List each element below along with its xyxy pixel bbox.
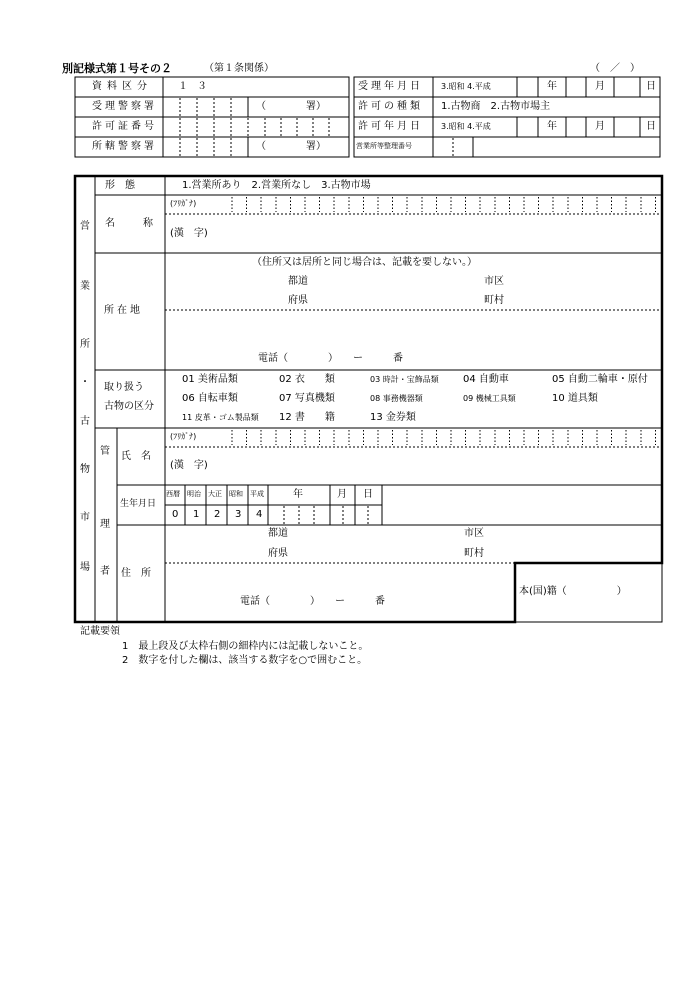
receipt-month-label: 月 (595, 81, 605, 92)
goods-category-item: 05 自動二輪車・原付 (552, 374, 648, 385)
goods-label-line1: 取り扱う (104, 382, 144, 393)
form-type-options: 1.営業所あり 2.営業所なし 3.古物市場 (182, 180, 371, 191)
goods-label-line2: 古物の区分 (104, 401, 154, 412)
permit-month-label: 月 (595, 121, 605, 132)
business-name-kanji-label: (漢 字) (170, 228, 208, 239)
location-fuken: 府県 (288, 295, 308, 306)
permit-date-label: 許可年月日 (358, 121, 423, 132)
manager-address-label: 住 所 (121, 568, 151, 579)
manager-phone: 電話（ ） ー 番 (240, 596, 385, 607)
location-chouson: 町村 (484, 295, 504, 306)
mgr-shiku: 市区 (464, 528, 484, 539)
data-class-value: １３ (178, 81, 216, 92)
goods-category-item: 12 書 籍 (279, 412, 335, 423)
side-label-char: 場 (80, 562, 90, 573)
birth-era-name: 昭和 (229, 490, 243, 498)
side-label-char: 市 (80, 512, 90, 523)
form-type-label: 形 態 (105, 180, 135, 191)
birth-era-name: 明治 (187, 490, 201, 498)
permit-day-label: 日 (646, 121, 656, 132)
receiving-station-suffix: （ 署） (256, 101, 326, 112)
goods-category-item: 01 美術品類 (182, 374, 238, 385)
notes-title: 記載要領 (80, 626, 120, 637)
form-clause: （第１条関係） (204, 63, 274, 74)
receipt-era-options: 3.昭和 4.平成 (441, 82, 491, 91)
birth-era-number: 1 (193, 509, 200, 520)
birth-era-number: 3 (235, 509, 242, 520)
manager-label-2: 理 (100, 519, 110, 530)
goods-category-item: 10 道具類 (552, 393, 598, 404)
location-label: 所在地 (104, 305, 143, 316)
note-item-2: 2 数字を付した欄は、該当する数字を○で囲むこと。 (122, 655, 368, 666)
goods-category-item: 07 写真機類 (279, 393, 335, 404)
goods-category-item: 11 皮革・ゴム製品類 (182, 413, 259, 422)
location-shiku: 市区 (484, 276, 504, 287)
form-title: 別記様式第１号その２ (62, 62, 172, 75)
office-number-label: 営業所等整理番号 (356, 142, 412, 150)
birth-era-name: 平成 (250, 490, 264, 498)
receipt-day-label: 日 (646, 81, 656, 92)
birth-era-name: 西暦 (166, 490, 180, 498)
location-todo: 都道 (288, 276, 308, 287)
receiving-station-label: 受理警察署 (92, 101, 157, 112)
jurisdiction-station-label: 所轄警察署 (92, 141, 157, 152)
receipt-date-label: 受理年月日 (358, 81, 423, 92)
permit-era-options: 3.昭和 4.平成 (441, 122, 491, 131)
manager-label-1: 管 (100, 446, 110, 457)
birth-day-label: 日 (363, 489, 373, 500)
side-label-char: 業 (80, 281, 90, 292)
note-item-1: 1 最上段及び太枠右側の細枠内には記載しないこと。 (122, 641, 369, 652)
birth-era-name: 大正 (208, 490, 222, 498)
birth-era-number: 0 (172, 509, 179, 520)
mgr-todo: 都道 (268, 528, 288, 539)
side-label-char: 物 (80, 464, 90, 475)
side-label-char: 古 (80, 416, 90, 427)
manager-name-kanji-label: (漢 字) (170, 460, 208, 471)
permit-number-label: 許可証番号 (92, 121, 157, 132)
goods-category-item: 06 自転車類 (182, 393, 238, 404)
goods-category-item: 09 機械工具類 (463, 394, 516, 403)
manager-name-furigana-label: (ﾌﾘｶﾞﾅ) (170, 432, 197, 441)
business-name-label: 名 称 (105, 218, 162, 229)
goods-category-item: 13 金券類 (370, 412, 416, 423)
business-name-furigana-label: (ﾌﾘｶﾞﾅ) (170, 199, 197, 208)
nationality-field: 本(国)籍（ ） (519, 586, 627, 597)
manager-name-label: 氏 名 (121, 451, 151, 462)
receipt-year-label: 年 (547, 81, 557, 92)
side-label-char: 所 (80, 339, 90, 350)
mgr-chouson: 町村 (464, 548, 484, 559)
goods-category-item: 08 事務機器類 (370, 394, 423, 403)
permit-year-label: 年 (547, 121, 557, 132)
side-label-char: 営 (80, 221, 90, 232)
page-marker: （ ／ ） (590, 63, 640, 74)
mgr-fuken: 府県 (268, 548, 288, 559)
goods-category-item: 02 衣 類 (279, 374, 335, 385)
permit-type-label: 許可の種類 (358, 101, 423, 112)
permit-type-options: 1.古物商 2.古物市場主 (441, 101, 551, 112)
side-label-char: ・ (80, 377, 90, 388)
jurisdiction-station-suffix: （ 署） (256, 141, 326, 152)
birthdate-label: 生年月日 (120, 499, 157, 509)
location-note: （住所又は居所と同じ場合は、記載を要しない。） (252, 257, 477, 268)
goods-category-item: 03 時計・宝飾品類 (370, 375, 439, 384)
birth-era-number: 2 (214, 509, 221, 520)
manager-label-3: 者 (100, 566, 110, 577)
birth-year-label: 年 (293, 489, 303, 500)
goods-category-item: 04 自動車 (463, 374, 509, 385)
birth-era-number: 4 (256, 509, 263, 520)
data-class-label: 資料区分 (92, 81, 152, 92)
birth-month-label: 月 (337, 489, 347, 500)
location-phone: 電話（ ） ー 番 (258, 353, 403, 364)
